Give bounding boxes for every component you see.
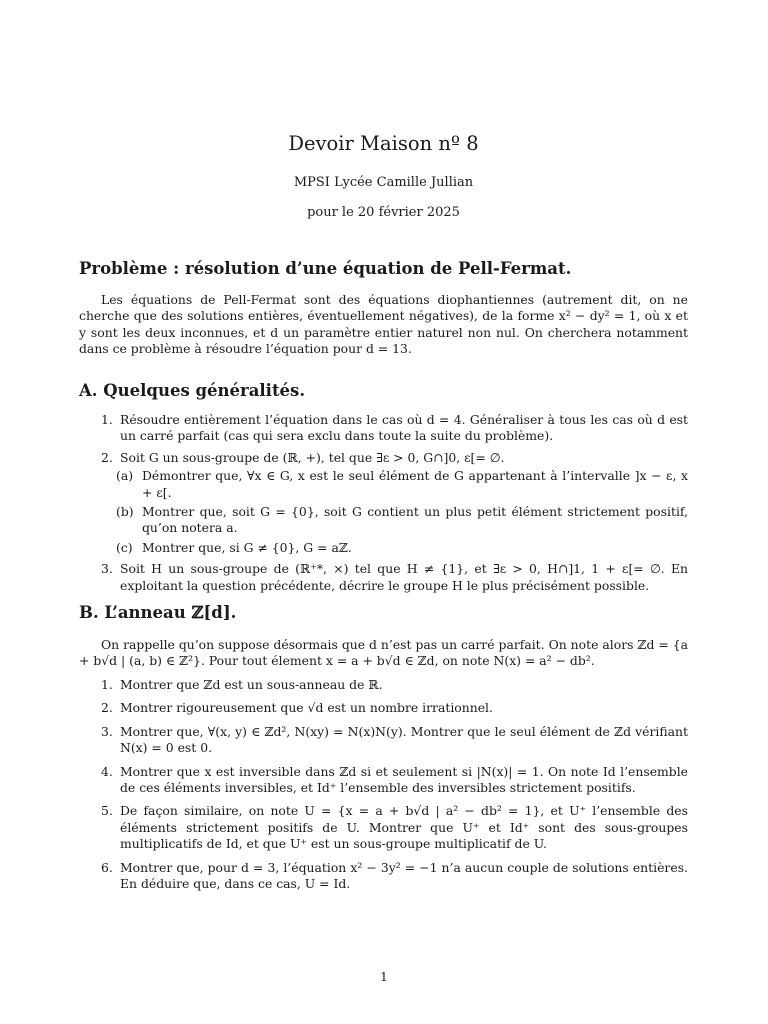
subquestion-text: Démontrer que, ∀x ∈ G, x est le seul élément de G appartenant à l’intervalle ]x − ε, x + ε[. (142, 468, 688, 500)
subquestion-text: Montrer que, si G ≠ {0}, G = aℤ. (142, 539, 352, 555)
question-text: Montrer que x est inversible dans ℤd si et seulement si |N(x)| = 1. On note Id l’ensemble de ces éléments inversibles, et Id⁺ l’ensemble des inversibles strictement positifs. (120, 763, 688, 796)
subquestions (116, 468, 688, 556)
document-date: pour le 20 février 2025 (307, 205, 460, 220)
section-a-questions (79, 412, 688, 594)
question-number: 5. (101, 803, 113, 819)
question-text: De façon similaire, on note U = {x = a + b√d | a² − db² = 1}, et U⁺ l’ensemble des éléments strictement positifs de U. Montrer que U⁺ et Id⁺ sont des sous-groupes multiplicatifs de Id, et que U⁺ est un sous-groupe multiplicatif de U. (120, 803, 688, 852)
section-b-intro-text: On rappelle qu’on suppose désormais que d n’est pas un carré parfait. On note alors ℤd = {a + b√d | (a, b) ∈ ℤ²}. Pour tout élement x = a + b√d ∈ ℤd, on note N(x) = a² − db². (79, 637, 688, 669)
subquestion-number: (c) (116, 539, 133, 555)
question-number: 1. (101, 412, 113, 427)
subquestion-text: Montrer que, soit G = {0}, soit G contient un plus petit élément strictement positif, qu’on notera a. (142, 504, 688, 536)
list-item (79, 724, 688, 757)
list-item (79, 764, 688, 797)
list-item (116, 468, 688, 501)
question-number: 3. (101, 561, 113, 577)
list-item (79, 677, 688, 693)
list-item (116, 504, 688, 537)
problem-intro-text: Les équations de Pell-Fermat sont des équations diophantiennes (autrement dit, on ne cherche que des solutions entières, éventuellement négatives), de la forme x² − dy² = 1, où x et y sont les deux inconnues, et d un paramètre entier naturel non nul. On cherchera notamment dans ce problème à résoudre l’équation pour d = 13. (79, 292, 688, 357)
subquestion-number: (a) (116, 468, 134, 484)
section-a-heading: A. Quelques généralités. (79, 381, 306, 400)
problem-intro (79, 292, 688, 358)
question-text: Montrer que, pour d = 3, l’équation x² − 3y² = −1 n’a aucun couple de solutions entières. En déduire que, dans ce cas, U = Id. (120, 859, 688, 892)
section-b-heading: B. L’anneau ℤ[d]. (79, 603, 237, 622)
section-b-questions (79, 677, 688, 892)
list-item (116, 539, 688, 556)
list-item (79, 412, 688, 445)
list-item (79, 860, 688, 893)
subquestion-number: (b) (116, 504, 134, 520)
question-text: Soit G un sous-groupe de (ℝ, +), tel que ∃ε > 0, G∩]0, ε[= ∅. (120, 449, 505, 465)
question-number: 6. (101, 859, 113, 875)
question-number: 2. (101, 449, 113, 465)
question-text: Montrer que ℤd est un sous-anneau de ℝ. (120, 677, 383, 692)
problem-heading: Problème : résolution d’une équation de Pell-Fermat. (79, 259, 572, 278)
question-text: Montrer rigoureusement que √d est un nombre irrationnel. (120, 700, 493, 716)
section-b-intro (79, 637, 688, 670)
list-item (79, 450, 688, 556)
list-item (79, 803, 688, 852)
question-text: Montrer que, ∀(x, y) ∈ ℤd², N(xy) = N(x)N(y). Montrer que le seul élément de ℤd vérifiant N(x) = 0 est 0. (120, 723, 688, 756)
document-title: Devoir Maison nº 8 (288, 132, 479, 155)
question-number: 2. (101, 700, 113, 716)
question-text: Résoudre entièrement l’équation dans le cas où d = 4. Généraliser à tous les cas où d est un carré parfait (cas qui sera exclu dans toute la suite du problème). (120, 412, 688, 444)
question-number: 3. (101, 723, 113, 739)
question-number: 1. (101, 677, 113, 692)
question-number: 4. (101, 763, 113, 779)
page-number: 1 (380, 970, 388, 984)
list-item (79, 700, 688, 716)
list-item (79, 561, 688, 594)
question-text: Soit H un sous-groupe de (ℝ⁺*, ×) tel que H ≠ {1}, et ∃ε > 0, H∩]1, 1 + ε[= ∅. En exploitant la question précédente, décrire le groupe H le plus précisément possible. (120, 561, 688, 593)
document-author: MPSI Lycée Camille Jullian (293, 175, 474, 190)
